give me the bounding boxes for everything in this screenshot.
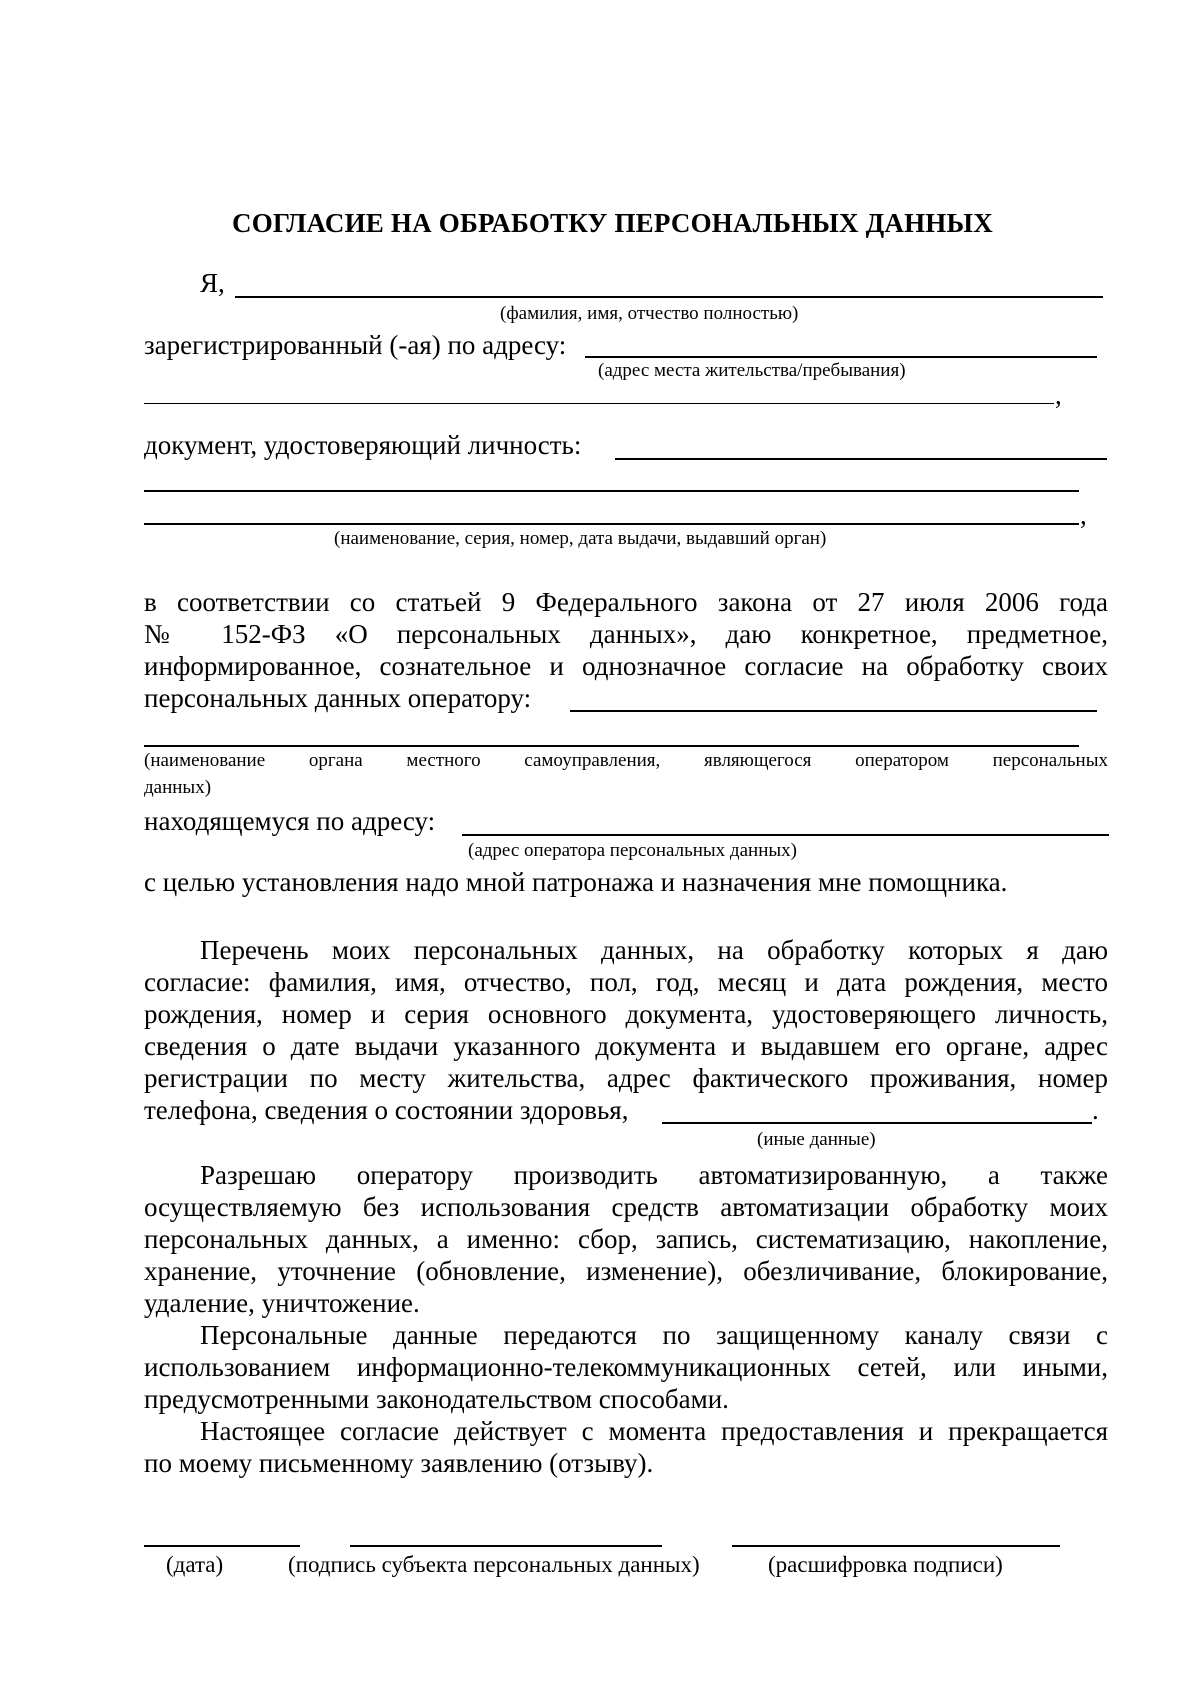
purpose-text: с целью установления надо мной патронажа и назначения мне помощника. (144, 867, 1008, 897)
other-data-field[interactable] (662, 1122, 1092, 1124)
location-hint: (адрес оператора персональных данных) (468, 840, 797, 861)
identity-field-line3[interactable] (144, 523, 1079, 525)
permission-line-2: осуществляемую без использования средств автоматизации обработку моих (144, 1192, 1108, 1222)
operator-field-line2[interactable] (144, 745, 1079, 747)
identity-field-line2[interactable] (144, 490, 1079, 492)
address-field[interactable] (585, 356, 1097, 358)
subject-hint: (фамилия, имя, отчество полностью) (500, 303, 799, 324)
data-list-line-2: согласие: фамилия, имя, отчество, пол, год, месяц и дата рождения, место (144, 967, 1108, 997)
data-list-line-5: регистрации по месту жительства, адрес фактического проживания, номер (144, 1063, 1108, 1093)
consent-line-3: информированное, сознательное и однозначное согласие на обработку своих (144, 651, 1108, 681)
address-hint: (адрес места жительства/пребывания) (598, 360, 906, 381)
identity-field[interactable] (615, 458, 1107, 460)
operator-hint-line2: данных) (144, 777, 212, 798)
location-label: находящемуся по адресу: (144, 806, 436, 836)
identity-trailing-comma: , (1080, 500, 1087, 530)
subject-prefix: Я, (200, 268, 225, 298)
transfer-last-line: предусмотренными законодательством способами. (144, 1384, 729, 1414)
date-field[interactable] (144, 1545, 300, 1547)
operator-hint-line1: (наименование органа местного самоуправления, являющегося оператором персональных (144, 750, 1108, 771)
permission-line-4: хранение, уточнение (обновление, изменение), обезличивание, блокирование, (144, 1256, 1108, 1286)
decode-label: (расшифровка подписи) (768, 1552, 1003, 1577)
data-list-last-line: телефона, сведения о состоянии здоровья, (144, 1095, 629, 1125)
address-trailing-comma: , (1055, 380, 1062, 410)
operator-label: персональных данных оператору: (144, 683, 532, 713)
permission-line-3: персональных данных, а именно: сбор, запись, систематизацию, накопление, (144, 1224, 1108, 1254)
signature-label: (подпись субъекта персональных данных) (288, 1552, 700, 1577)
address-field-continued[interactable] (144, 403, 1054, 404)
data-list-line-3: рождения, номер и серия основного документа, удостоверяющего личность, (144, 999, 1108, 1029)
data-list-line-1: Перечень моих персональных данных, на обработку которых я даю (200, 935, 1108, 965)
permission-line-1: Разрешаю оператору производить автоматизированную, а также (200, 1160, 1108, 1190)
date-label: (дата) (166, 1552, 224, 1577)
operator-field[interactable] (570, 710, 1097, 712)
identity-hint: (наименование, серия, номер, дата выдачи, выдавший орган) (334, 528, 827, 549)
signature-decode-field[interactable] (732, 1545, 1060, 1547)
data-list-trailing-period: . (1092, 1095, 1099, 1125)
consent-line-1: в соответствии со статьей 9 Федерального закона от 27 июля 2006 года (144, 587, 1108, 617)
validity-last-line: по моему письменному заявлению (отзыву). (144, 1448, 654, 1478)
identity-label: документ, удостоверяющий личность: (144, 430, 582, 460)
location-field[interactable] (462, 834, 1109, 836)
document-title: СОГЛАСИЕ НА ОБРАБОТКУ ПЕРСОНАЛЬНЫХ ДАННЫХ (232, 208, 993, 238)
transfer-line-2: использованием информационно-телекоммуникационных сетей, или иными, (144, 1352, 1108, 1382)
permission-last-line: удаление, уничтожение. (144, 1288, 420, 1318)
subject-name-field[interactable] (235, 296, 1103, 298)
address-label: зарегистрированный (-ая) по адресу: (144, 330, 567, 360)
signature-field[interactable] (350, 1545, 662, 1547)
validity-line-1: Настоящее согласие действует с момента предоставления и прекращается (200, 1416, 1108, 1446)
consent-line-2: № 152-ФЗ «О персональных данных», даю конкретное, предметное, (144, 619, 1108, 649)
other-data-hint: (иные данные) (757, 1129, 876, 1150)
transfer-line-1: Персональные данные передаются по защищенному каналу связи с (200, 1320, 1108, 1350)
data-list-line-4: сведения о дате выдачи указанного документа и выдавшем его органе, адрес (144, 1031, 1108, 1061)
